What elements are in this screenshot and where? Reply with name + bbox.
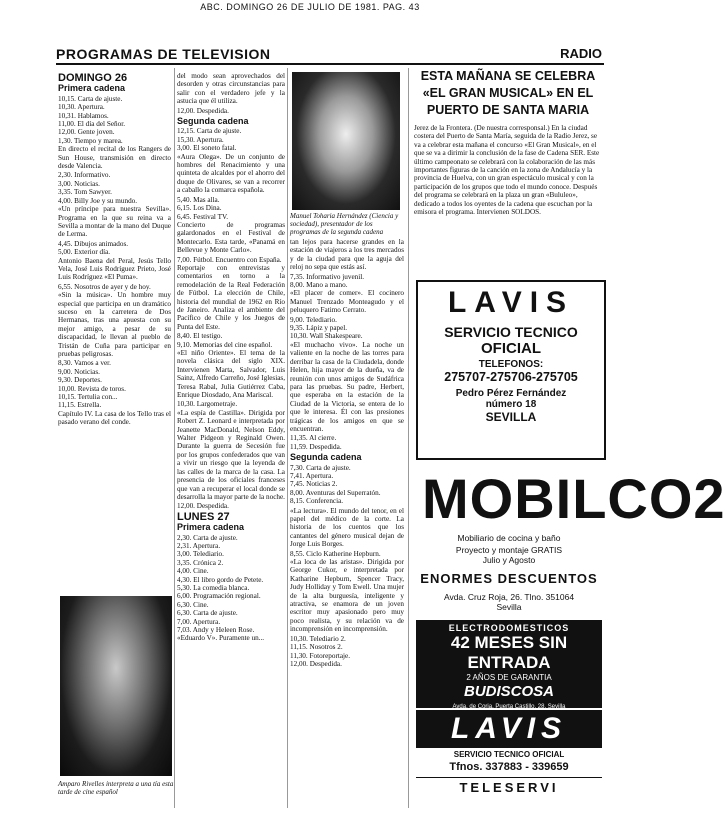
programme-item: 6,45. Festival TV. [177, 212, 229, 221]
column-divider [287, 68, 288, 808]
ad-line: 42 MESES SIN ENTRADA [450, 633, 568, 672]
channel-heading: Primera cadena [58, 83, 126, 94]
programme-item: 5,00. Exterior día. [58, 248, 111, 257]
programme-item: 12,15. Carta de ajuste. [177, 127, 242, 136]
programme-item: 10,15. Carta de ajuste. [58, 94, 123, 103]
programme-list [177, 502, 285, 510]
electro-advert [416, 620, 602, 708]
ad-phone: Tfnos. 337883 - 339659 [449, 761, 569, 773]
programme-item: 12,00. Despedida. [177, 106, 229, 115]
programme-description: En directo el recital de los Rangers de Sun House, transmisión en directo desde Valencia. [58, 145, 171, 171]
ad-line: TELEFONOS: [478, 359, 544, 370]
programme-list [290, 316, 404, 341]
programme-item: 10,31. Hablamos. [58, 111, 109, 120]
programme-list [290, 464, 404, 498]
programme-item: 2,31. Apertura. [177, 541, 221, 550]
mobilco-advert [416, 466, 726, 616]
programme-item: 7,45. Noticias 2. [290, 480, 338, 489]
ad-line: OFICIAL [481, 340, 541, 357]
programme-item: 12,00. Gente joven. [58, 128, 115, 137]
ad-line: Avda. Cruz Roja, 26. Tlno. 351064 [443, 592, 575, 602]
programme-item: 8,00. Aventuras del Superratón. [290, 488, 381, 497]
programme-description: Concierto de programas galardonados en el Festival de Montecarlo. Esta tarde, «Panamá en Bellevue y Monte Carlo». [177, 220, 285, 255]
programme-item: 10,00. Revista de toros. [58, 384, 126, 393]
ad-line: Avda. de Coria, Puerta Castillo, 28. Sevilla [452, 704, 566, 710]
programme-description: 8,15. Conferencia. [290, 497, 344, 506]
programme-list [290, 635, 404, 669]
programme-item: 9,00. Noticias. [58, 367, 100, 376]
programme-item: 8,55. Ciclo Katherine Hepburn. [290, 549, 381, 558]
programme-item: 3,00. Telediario. [177, 550, 224, 559]
programme-item: 9,35. Lápiz y papel. [290, 324, 348, 333]
column-divider [408, 68, 409, 808]
programme-description: «El niño Oriente». El tema de la novela clásica del siglo XIX. Intervienen Marta, Salvador, Luis Sainz, Alfredo Carreño, José Iglesias, Teresa Rabal, Julia Gutiérrez Caba, Enrique Diosdado, Ana Mariscal. [177, 349, 285, 400]
programme-item: 12,00. Despedida. [290, 659, 342, 668]
ad-line: Sevilla [496, 602, 522, 612]
programme-item: 6,15. Los Dina. [177, 204, 222, 213]
lavis-advert [416, 280, 606, 460]
programme-list [290, 434, 404, 451]
programme-item: 6,30. Cine. [177, 600, 209, 609]
programme-item: 7,30. Carta de ajuste. [290, 463, 351, 472]
programme-list [290, 273, 404, 290]
programme-description: «Aura Olega». De un conjunto de hombres del Renacimiento y una quinteta de alcaldes por el ahorro del duque de Olivares, se van a recorrer a caballo la comarca española. [177, 152, 285, 195]
day-heading: LUNES 27 [177, 510, 230, 523]
programme-item: 11,15. Nosotros 2. [290, 643, 343, 652]
programme-item: 10,30. Largometraje. [177, 400, 238, 409]
ad-line: SERVICIO TECNICO [444, 324, 578, 340]
programme-list [58, 95, 171, 145]
programme-item: 6,00. Programación regional. [177, 592, 261, 601]
programme-item: 10,15. Tertulia con... [58, 393, 118, 402]
ad-line: SERVICIO TECNICO OFICIAL [453, 750, 565, 759]
programme-list [177, 107, 285, 115]
programme-list [58, 171, 171, 205]
programme-description: «El placer de comer». El cocinero Manuel Trenzado Monteagudo y el peluquero Fatimo Cerrato. [290, 289, 404, 315]
lavis-teleservi-advert [416, 710, 602, 802]
day-heading: DOMINGO 26 [58, 72, 128, 84]
lavis-logo: LAVIS [416, 710, 602, 748]
programme-list [177, 127, 285, 152]
ad-line: SEVILLA [485, 410, 537, 424]
programme-description: «La lectura». El mundo del tenor, en el papel del médico de la corte. La historia de los cuentos que los cantantes del género musical dejan de Jorge Luis Borges. [290, 506, 404, 549]
programme-item: 3,00. El soneto fatal. [177, 144, 237, 153]
tv-column-1 [58, 72, 171, 592]
programme-item: 8,30. Vamos a ver. [58, 359, 111, 368]
programme-item: 11,15. Estrella. [58, 401, 102, 410]
programme-item: 8,40. El testigo. [177, 332, 223, 341]
programme-item: 4,00. Billy Joe y su mundo. [58, 196, 138, 205]
ad-line: Julio y Agosto [482, 555, 536, 565]
radio-story: Jerez de la Frontera. (De nuestra corresponsal.) En la ciudad costera del Puerto de Santa María, seguida de la Radio Jerez, se va a celebrar esta mañana el concurso «El Gran Musical», en el que se va a dirimir la conclusión de la fase de Cadena SER. Este último campeonato se celebrará con la colaboración de las más importantes figuras de la canción en la zona de Andalucía y la provincia de Huelva, con un gran espectáculo musical y con la participación de los grupos que todo el mundo conoce. Después del programa se celebrará en la plaza un gran «Bululeo», dedicado a todos los oyentes de la cadena que escuchan por la emisora el programa. Intervienen SOLDOS. [414, 124, 600, 217]
programme-item: 9,30. Deportes. [58, 376, 102, 385]
programme-item: 9,00. Telediario. [290, 315, 337, 324]
radio-headline: ESTA MAÑANA SE CELEBRA «EL GRAN MUSICAL» EN EL PUERTO DE SANTA MARIA [420, 69, 596, 117]
programme-list [177, 534, 285, 643]
programme-description: «Un príncipe para nuestra Sevilla». Programa en la que su reina va a Sevilla a montar de la mano del Duque de Lerma. [58, 205, 171, 239]
actress-photo [60, 596, 172, 776]
programme-list [177, 332, 285, 349]
programme-item: 6,55. Nosotros de ayer y de hoy. [58, 282, 151, 291]
column-divider [174, 68, 175, 808]
photo-caption: Amparo Rivelles interpreta a una tía esta tarde de cine español [58, 780, 174, 796]
programme-item: 7,00. Apertura. [177, 617, 221, 626]
programme-item: 9,10. Memorias del cine español. [177, 340, 273, 349]
section-title-radio: RADIO [560, 46, 602, 61]
photo-caption: Manuel Toharia Hernández (Ciencia y sociedad), presentador de los programas de la segunda cadena [290, 212, 399, 236]
programme-item: 4,30. El libro gordo de Petete. [177, 575, 264, 584]
presenter-photo [292, 72, 400, 210]
programme-item: 7,35. Informativo juvenil. [290, 272, 365, 281]
mobilco-logo-text: MOBILCO [422, 467, 694, 530]
programme-item: 7,41. Apertura. [290, 471, 334, 480]
programme-list [177, 256, 285, 264]
programme-item: 7,00. Fútbol. Encuentro con España. [177, 255, 282, 264]
ad-line: Pedro Pérez Fernández [455, 388, 567, 399]
programme-description: «La loca de las aristas». Dirigida por George Cukor, e interpretada por Katharine Hepburn, Spencer Tracy, Judy Holliday y Tom Ewell. Una mujer de la alta burguesía, inteligente y atractiva, se enamora de un joven escritor muy apasionado pero muy poco realista, y su relación va de incomprensión en incomprensión. [290, 558, 404, 634]
programme-description: «La espía de Castilla». Dirigida por Robert Z. Leonard e interpretada por Jeanette MacDonald, Nelson Eddy, Walter Pidgeon y Reginald Owen. Durante la guerra de Secesión fue por los grupos confederados que van a vivir un riesgo que la leyenda de las calles de la marca de la casa. La presencia de los oficiales franceses que van a recuperar el local donde se desarrolla la mayor parte de la noche. [177, 408, 285, 501]
ad-line: ELECTRODOMESTICOS [448, 623, 570, 633]
budiscosa-logo: BUDISCOSA [463, 683, 554, 700]
programme-item: 4,45. Dibujos animados. [58, 239, 129, 248]
programme-item: 3,35. Tom Sawyer. [58, 188, 112, 197]
mobilco-logo [416, 466, 726, 531]
programme-description: «El muchacho vivo». La noche un valiente en la noche de las torres para derribar la casa de la Ciudadela, donde Helen, hija mayor de la dueña, va de reunión con unos amigos de Sudáfrica para las pruebas. Su padre, Herbert, que esperaba en la estación de la Ciudad de la Victoria, se entera de lo que le interesa. Él con las presiones trágicas de los amigos en que se encuentran. [290, 340, 404, 433]
programme-description: Reportaje con entrevistas y comentarios en torno a la remodelación de la Real Federación de Fútbol. La elección de Chile, historia del mundial de 1962 en Río de Janeiro. Analiza el ambiente del Pacífico de Chile y los Juegos de Punta del Este. [177, 263, 285, 331]
ad-line: ENORMES DESCUENTOS [420, 571, 598, 586]
ad-line: TELESERVI [416, 777, 602, 795]
header-rule [56, 63, 604, 65]
programme-item: 4,00. Cine. [177, 567, 209, 576]
channel-heading: Primera cadena [177, 522, 245, 533]
programme-description: del modo sean aprovechados del desorden y otras circunstancias para salir con el verdadero jefe y la astucia que él utiliza. [177, 72, 285, 106]
ad-line: 2 AÑOS DE GARANTIA [466, 673, 552, 682]
programme-list [58, 359, 171, 409]
programme-item: 10,30. Wall Shakespeare. [290, 332, 363, 341]
page-header: ABC. DOMINGO 26 DE JULIO DE 1981. PAG. 43 [200, 2, 420, 12]
tv-column-2 [177, 72, 285, 802]
programme-item: 11,00. El día del Señor. [58, 120, 126, 129]
programme-item: 5,40. Mas alla. [177, 195, 220, 204]
programme-item: 12,00. Despedida. [177, 502, 229, 511]
programme-item: 3,00. Noticias. [58, 179, 100, 188]
programme-item: «Eduardo V». Puramente un... [177, 634, 265, 643]
programme-list [290, 550, 404, 558]
programme-item: 3,35. Crónica 2. [177, 558, 224, 567]
programme-item: 15,30. Apertura. [177, 135, 224, 144]
programme-item: 11,59. Despedida. [290, 442, 342, 451]
programme-item: 10,30. Telediario 2. [290, 634, 346, 643]
programme-item: 8,00. Mano a mano. [290, 281, 348, 290]
programme-description: Capítulo IV. La casa de los Tello tras el pasado verano del conde. [58, 409, 171, 427]
programme-description: «Sin la música». Un hombre muy especial que participa en un dramático suceso en la carretera de Dos Hermanas, tras una apuesta con su mejor amigo, a pesar de su discapacidad, le llevan al pueblo de Tristán de Cuña para participar en pruebas peligrosas. [58, 291, 171, 358]
ad-line: Mobiliario de cocina y baño [457, 533, 561, 543]
ad-phone: 275707-275706-275705 [444, 370, 578, 384]
programme-item: 10,30. Apertura. [58, 103, 105, 112]
ad-line: Proyecto y montaje GRATIS [455, 545, 563, 555]
programme-item: 2,30. Informativo. [58, 171, 111, 180]
programme-list [58, 283, 171, 291]
programme-list [177, 196, 285, 221]
programme-description: tan lejos para hacerse grandes en la estación de viajeros a los tres mercados y de la ciudad para que la aguja del reloj no sepa que estás así. [290, 238, 404, 272]
programme-item: 6,30. Carta de ajuste. [177, 609, 238, 618]
channel-heading: Segunda cadena [177, 116, 249, 127]
programme-item: 11,35. Al cierre. [290, 434, 337, 443]
programme-list [177, 400, 285, 408]
section-title-tv: PROGRAMAS DE TELEVISION [56, 46, 271, 62]
programme-description: Antonio Baena del Peral, Jesús Tello Vela, José Luis Rodríguez Prieto, José Luis Rodríguez «El Puma». [58, 256, 171, 282]
programme-item: 11,30. Fotoreportaje. [290, 651, 351, 660]
programme-item: 7,03. Andy y Heleen Rose. [177, 626, 255, 634]
lavis-logo: LAVIS [447, 286, 575, 319]
programme-list [58, 240, 171, 257]
programme-item: 2,30. Carta de ajuste. [177, 533, 238, 542]
tv-column-3 [290, 238, 404, 804]
ad-line: número 18 [485, 399, 537, 410]
channel-heading: Segunda cadena [290, 452, 362, 463]
mobilco-logo-number: 2 [693, 467, 726, 530]
programme-item: 1,30. Tiempo y marea. [58, 136, 123, 145]
programme-item: 5,30. La comedia blanca. [177, 583, 250, 592]
